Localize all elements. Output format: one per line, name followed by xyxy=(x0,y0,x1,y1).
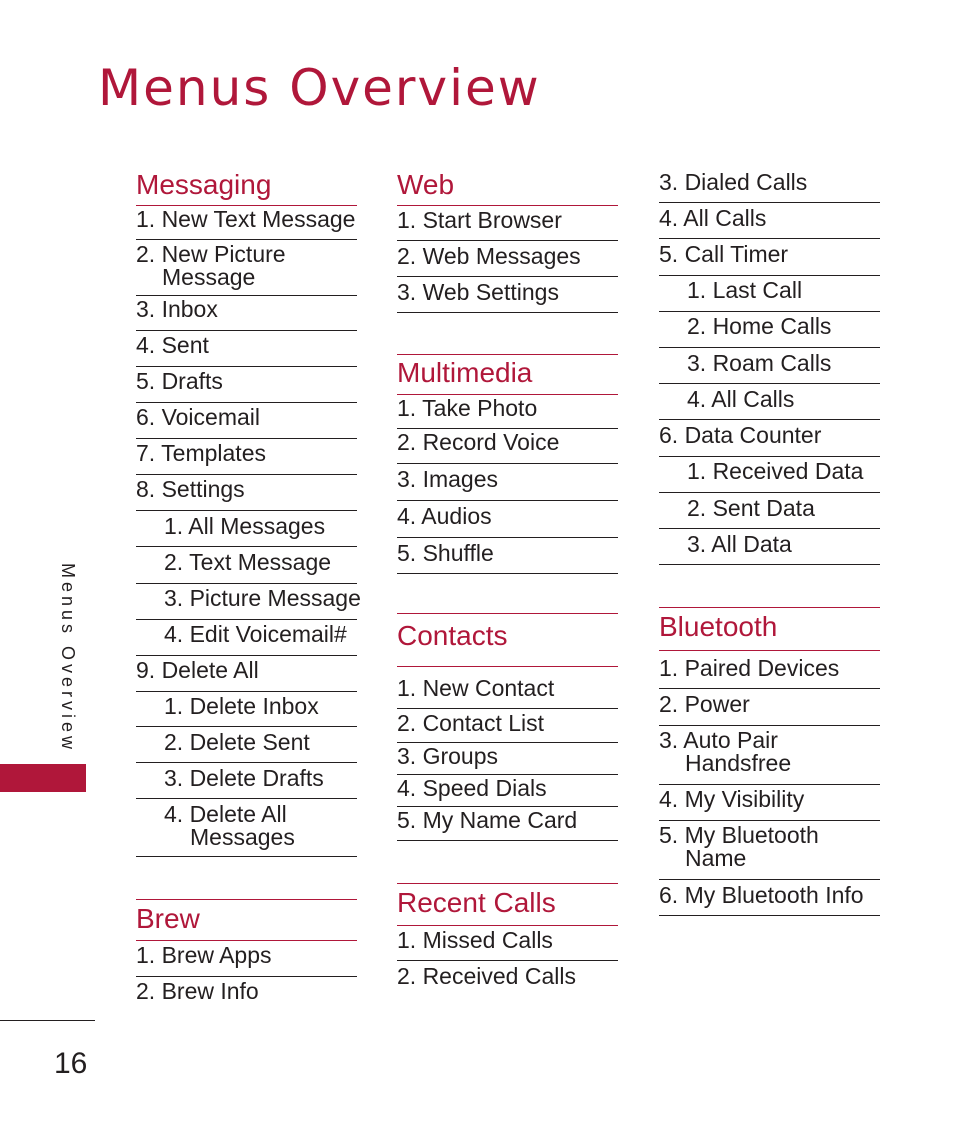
menu-subitem: 1. Received Data xyxy=(687,458,864,484)
menu-subitem: 1. All Messages xyxy=(164,513,326,539)
menu-item: 3. Dialed Calls xyxy=(659,169,808,195)
footer-rule xyxy=(0,1020,95,1021)
menu-item: 5. Drafts xyxy=(136,368,223,394)
item-rule xyxy=(136,330,357,331)
section-top-rule xyxy=(659,607,880,608)
item-rule xyxy=(397,960,618,961)
menu-item: 6. My Bluetooth Info xyxy=(659,882,864,908)
item-rule xyxy=(659,456,880,457)
menu-item: 1. Take Photo xyxy=(397,395,538,421)
menu-item: 2. Web Messages xyxy=(397,243,581,269)
menu-item: 3. Groups xyxy=(397,743,498,769)
menu-item: 4. My Visibility xyxy=(659,786,805,812)
menu-subitem: 1. Last Call xyxy=(687,277,803,303)
menu-item: 1. Brew Apps xyxy=(136,942,272,968)
menu-item: 3. Images xyxy=(397,466,498,492)
menu-item: 1. Start Browser xyxy=(397,207,562,233)
item-rule xyxy=(659,820,880,821)
menu-item: 2. Record Voice xyxy=(397,429,560,455)
item-rule xyxy=(397,240,618,241)
item-rule xyxy=(659,202,880,203)
item-rule xyxy=(397,708,618,709)
item-rule xyxy=(136,546,357,547)
menu-item xyxy=(136,243,357,289)
section-heading: Bluetooth xyxy=(659,611,778,642)
section-heading: Web xyxy=(397,169,455,200)
item-rule xyxy=(397,500,618,501)
page-number: 16 xyxy=(54,1047,88,1080)
menu-item: 1. New Text Message xyxy=(136,206,356,232)
menu-item-line: 5. My Bluetooth xyxy=(659,822,819,848)
menu-item-line: 3. Auto Pair xyxy=(659,727,778,753)
menu-item: 2. Received Calls xyxy=(397,963,576,989)
menu-item xyxy=(659,824,880,870)
menu-item: 8. Settings xyxy=(136,476,245,502)
menu-item: 7. Templates xyxy=(136,440,266,466)
menu-item: 1. Paired Devices xyxy=(659,655,840,681)
item-rule xyxy=(136,510,357,511)
menu-item-line: Messages xyxy=(190,824,295,850)
section-top-rule xyxy=(397,883,618,884)
heading-rule xyxy=(397,925,618,926)
item-rule xyxy=(397,276,618,277)
menu-item: 3. Inbox xyxy=(136,296,218,322)
item-rule xyxy=(659,784,880,785)
item-rule xyxy=(136,402,357,403)
menu-item: 6. Data Counter xyxy=(659,422,822,448)
side-section-label: Menus Overview xyxy=(58,563,78,754)
heading-rule xyxy=(397,666,618,667)
item-rule xyxy=(136,438,357,439)
item-rule xyxy=(397,312,618,313)
menu-subitem: 4. All Calls xyxy=(687,386,795,412)
item-rule xyxy=(659,275,880,276)
section-heading: Brew xyxy=(136,903,200,934)
item-rule xyxy=(659,238,880,239)
item-rule xyxy=(659,347,880,348)
menu-item: 4. Audios xyxy=(397,503,492,529)
section-heading: Recent Calls xyxy=(397,887,556,918)
item-rule xyxy=(136,655,357,656)
menu-item-line: 4. Delete All xyxy=(164,801,287,827)
item-rule xyxy=(659,492,880,493)
menu-item: 4. Sent xyxy=(136,332,209,358)
menu-item-line: Name xyxy=(685,845,747,871)
item-rule xyxy=(136,798,357,799)
menu-item: 1. Missed Calls xyxy=(397,927,553,953)
menu-subitem: 3. Picture Message xyxy=(164,585,361,611)
side-section-tab xyxy=(0,764,86,792)
menu-subitem: 4. Edit Voicemail# xyxy=(164,621,347,647)
heading-rule xyxy=(659,650,880,651)
item-rule xyxy=(136,474,357,475)
menu-item-line: 2. New Picture xyxy=(136,241,286,267)
page-title: Menus Overview xyxy=(98,59,541,117)
menu-subitem: 3. Delete Drafts xyxy=(164,765,324,791)
item-rule xyxy=(397,840,618,841)
item-rule xyxy=(659,688,880,689)
menu-item: 4. Speed Dials xyxy=(397,775,547,801)
heading-rule xyxy=(136,940,357,941)
heading-rule xyxy=(397,205,618,206)
menu-item: 5. Shuffle xyxy=(397,540,494,566)
item-rule xyxy=(136,691,357,692)
menu-item-line: Message xyxy=(162,264,256,290)
item-rule xyxy=(136,583,357,584)
menu-item: 4. All Calls xyxy=(659,205,767,231)
section-top-rule xyxy=(397,613,618,614)
item-rule xyxy=(659,419,880,420)
item-rule xyxy=(659,564,880,565)
item-rule xyxy=(659,915,880,916)
section-top-rule xyxy=(397,354,618,355)
section-heading: Contacts xyxy=(397,620,508,651)
menu-item: 5. My Name Card xyxy=(397,807,578,833)
menu-item: 1. New Contact xyxy=(397,675,555,701)
menu-item xyxy=(659,729,880,775)
menu-subitem: 2. Home Calls xyxy=(687,313,832,339)
menu-item: 2. Power xyxy=(659,691,750,717)
item-rule xyxy=(136,366,357,367)
item-rule xyxy=(659,725,880,726)
item-rule xyxy=(659,879,880,880)
menu-subitem: 1. Delete Inbox xyxy=(164,693,319,719)
section-heading: Messaging xyxy=(136,169,272,200)
item-rule xyxy=(659,528,880,529)
menu-item: 3. Web Settings xyxy=(397,279,559,305)
menu-item: 2. Brew Info xyxy=(136,978,259,1004)
menu-subitem xyxy=(136,803,357,849)
menu-subitem: 2. Delete Sent xyxy=(164,729,310,755)
item-rule xyxy=(136,619,357,620)
item-rule xyxy=(136,856,357,857)
menu-subitem: 2. Sent Data xyxy=(687,495,815,521)
item-rule xyxy=(659,311,880,312)
section-top-rule xyxy=(136,899,357,900)
menu-item: 6. Voicemail xyxy=(136,404,261,430)
menu-item: 5. Call Timer xyxy=(659,241,789,267)
menu-item: 9. Delete All xyxy=(136,657,259,683)
menu-item: 2. Contact List xyxy=(397,710,545,736)
item-rule xyxy=(136,762,357,763)
item-rule xyxy=(397,573,618,574)
item-rule xyxy=(397,537,618,538)
item-rule xyxy=(136,239,357,240)
section-heading: Multimedia xyxy=(397,357,533,388)
item-rule xyxy=(659,383,880,384)
menu-subitem: 2. Text Message xyxy=(164,549,332,575)
menu-subitem: 3. All Data xyxy=(687,531,792,557)
menu-subitem: 3. Roam Calls xyxy=(687,350,832,376)
item-rule xyxy=(397,463,618,464)
item-rule xyxy=(136,976,357,977)
menu-item-line: Handsfree xyxy=(685,750,792,776)
item-rule xyxy=(136,726,357,727)
